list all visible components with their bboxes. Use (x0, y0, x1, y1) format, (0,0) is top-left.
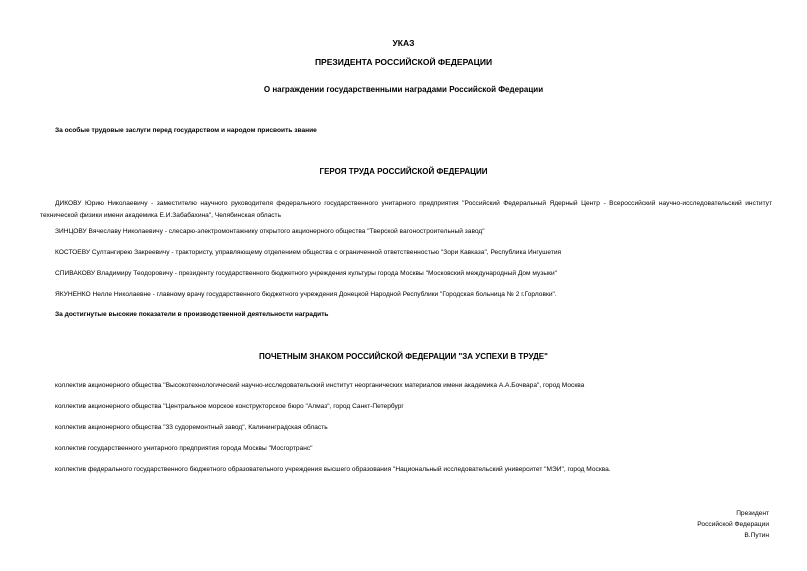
section2-intro: За достигнутые высокие показатели в производственной деятельности наградить (55, 311, 329, 318)
signature-block (697, 508, 769, 541)
document-title: УКАЗ (392, 38, 415, 48)
document-issuer: ПРЕЗИДЕНТА РОССИЙСКОЙ ФЕДЕРАЦИИ (314, 57, 493, 67)
collective-entry: коллектив акционерного общества "Центральное морское конструкторское бюро "Алмаз", город Санкт-Петербург (55, 403, 404, 410)
section1-award-title: ГЕРОЯ ТРУДА РОССИЙСКОЙ ФЕДЕРАЦИИ (319, 167, 488, 176)
collective-entry: коллектив акционерного общества "Высокотехнологический научно-исследовательский институт неорганических материалов имени академика А.А.Бочвара", город Москва (55, 382, 585, 389)
section2-award-title: ПОЧЕТНЫМ ЗНАКОМ РОССИЙСКОЙ ФЕДЕРАЦИИ "ЗА УСПЕХИ В ТРУДЕ" (259, 352, 548, 361)
section1-intro: За особые трудовые заслуги перед государством и народом присвоить звание (55, 127, 317, 134)
document-topic: О награждении государственными наградами Российской Федерации (263, 85, 544, 94)
person-entry: ЯКУНЕНКО Нелле Николаевне - главному врачу государственного бюджетного учреждения Донецкой Народной Республики "Городская больница № 2 г.Горловки". (55, 291, 557, 298)
signature-country: Российской Федерации (697, 521, 769, 528)
collective-entry: коллектив государственного унитарного предприятия города Москвы "Мосгортранс" (55, 445, 313, 452)
collective-entry: коллектив федерального государственного бюджетного образовательного учреждения высшего образования "Национальный исследовательский университет "МЭИ", город Москва. (55, 466, 611, 473)
person-entry: ДИКОВУ Юрию Николаевичу - заместителю научного руководителя федерального государственного унитарного предприятия "Российский Федеральный Ядерный Центр - Всероссийский научно-исследовательский институт технической физики имени академика Е.И.Забабахина", Челябинская область (40, 200, 772, 219)
signature-title: Президент (736, 510, 769, 517)
person-entry: КОСТОЕВУ Султангирею Закреевичу - трактористу, управляющему отделением общества с ограниченной ответственностью "Зори Кавказа", Республика Ингушетия (55, 249, 562, 256)
collective-entry: коллектив акционерного общества "33 судоремонтный завод", Калининградская область (55, 424, 328, 431)
person-entry: СПИВАКОВУ Владимиру Теодоровичу - президенту государственного бюджетного учреждения культуры города Москвы "Московский международный Дом музыки" (55, 270, 557, 277)
signature-name: В.Путин (744, 532, 769, 539)
person-entry: ЗИНЦОВУ Вячеславу Николаевичу - слесарю-электромонтажнику открытого акционерного общества "Тверской вагоностроительный завод" (55, 228, 485, 235)
